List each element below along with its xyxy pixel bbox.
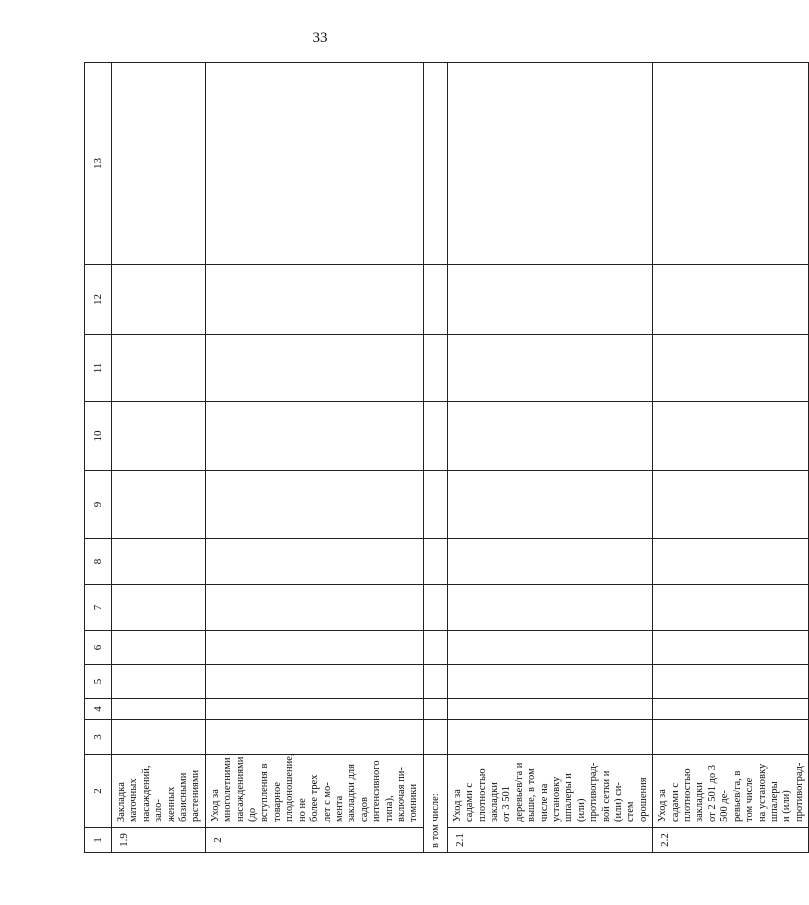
column-header: 12: [85, 265, 112, 335]
empty-cell: [112, 539, 206, 585]
table-row: [447, 63, 653, 853]
empty-cell: [423, 585, 447, 631]
empty-cell: [423, 631, 447, 665]
empty-cell: [205, 699, 423, 720]
column-header: 6: [85, 631, 112, 665]
desc-line: плодоношение, но не: [284, 753, 308, 822]
column-header: 8: [85, 539, 112, 585]
column-header: 2: [85, 755, 112, 828]
page-number: 33: [312, 30, 328, 46]
desc-line: Закладка маточных: [116, 778, 140, 822]
desc-line: насаждений, зало-: [140, 765, 165, 822]
empty-cell: [423, 699, 447, 720]
empty-cell: [423, 665, 447, 699]
desc-line: женных базисными: [165, 772, 190, 822]
empty-cell: [423, 265, 447, 335]
empty-cell: [447, 402, 653, 471]
row-description: [112, 755, 206, 828]
desc-line: от 2 501 до 3 500 де-: [706, 764, 731, 822]
empty-cell: [205, 335, 423, 402]
empty-cell: [112, 471, 206, 539]
desc-line: плотностью закладки: [682, 768, 706, 822]
empty-cell: [447, 335, 653, 402]
empty-cell: [653, 265, 809, 335]
empty-cell: [205, 720, 423, 755]
desc-line: садов интенсивного: [358, 760, 383, 822]
desc-line: Уход за садами с: [451, 782, 476, 822]
empty-cell: [653, 335, 809, 402]
desc-line: вой сетки и (или) си-: [600, 770, 625, 822]
rotated-table-container: [84, 63, 805, 853]
data-table: [84, 62, 809, 853]
column-header: 3: [85, 720, 112, 755]
empty-cell: [447, 699, 653, 720]
desc-line: на установку шпалеры: [756, 763, 780, 822]
row-description: [653, 755, 809, 828]
column-header: 5: [85, 665, 112, 699]
row-description: [447, 755, 653, 828]
empty-cell: [112, 631, 206, 665]
desc-line: томники: [408, 783, 420, 822]
column-header: 11: [85, 335, 112, 402]
desc-line: насаждениями (до: [234, 756, 259, 822]
column-header: 7: [85, 585, 112, 631]
desc-line: плотностью закладки: [476, 768, 500, 822]
desc-line: мента закладки для: [333, 764, 358, 822]
empty-cell: [653, 539, 809, 585]
table-row: [112, 63, 206, 853]
column-header: 1: [85, 828, 112, 853]
desc-line: вступления в товарное: [259, 763, 283, 822]
column-header: 9: [85, 471, 112, 539]
desc-line: выше, в том числе на: [526, 768, 550, 822]
empty-cell: [112, 585, 206, 631]
empty-cell: [205, 471, 423, 539]
empty-cell: [205, 265, 423, 335]
empty-cell: [653, 699, 809, 720]
empty-cell: [205, 402, 423, 471]
empty-cell: [112, 63, 206, 265]
desc-line: (или) противоград-: [575, 762, 600, 822]
row-code: 2: [205, 828, 423, 853]
empty-cell: [447, 631, 653, 665]
empty-cell: [447, 539, 653, 585]
row-code: 2.2: [653, 828, 809, 853]
empty-cell: [447, 265, 653, 335]
empty-cell: [423, 335, 447, 402]
empty-cell: [112, 720, 206, 755]
empty-cell: [205, 63, 423, 265]
empty-cell: [653, 665, 809, 699]
empty-cell: [653, 402, 809, 471]
desc-line: от 3 501 деревьев/га и: [501, 762, 525, 822]
empty-cell: [653, 720, 809, 755]
desc-line: ревьев/га, в том числе: [731, 770, 756, 822]
desc-line: установку шпалеры и: [551, 773, 575, 822]
row-code: 2.1: [447, 828, 653, 853]
empty-cell: [112, 699, 206, 720]
row-description: [205, 755, 423, 828]
empty-cell: [205, 631, 423, 665]
table-header-row: [85, 63, 112, 853]
table-row: [653, 63, 809, 853]
empty-cell: [112, 402, 206, 471]
column-header: 13: [85, 63, 112, 265]
empty-cell: [447, 665, 653, 699]
desc-line: Уход за садами с: [657, 782, 681, 822]
empty-cell: [112, 665, 206, 699]
column-header: 4: [85, 699, 112, 720]
desc-line: растениями: [190, 769, 202, 822]
empty-cell: [447, 471, 653, 539]
subheader-label: в том числе:: [423, 755, 447, 853]
column-header: 10: [85, 402, 112, 471]
empty-cell: [423, 402, 447, 471]
empty-cell: [423, 63, 447, 265]
empty-cell: [447, 63, 653, 265]
empty-cell: [653, 631, 809, 665]
empty-cell: [112, 335, 206, 402]
empty-cell: [205, 665, 423, 699]
empty-cell: [423, 539, 447, 585]
desc-line: типа), включая пи-: [383, 767, 407, 822]
empty-cell: [112, 265, 206, 335]
empty-cell: [447, 720, 653, 755]
empty-cell: [205, 585, 423, 631]
empty-cell: [423, 471, 447, 539]
empty-cell: [205, 539, 423, 585]
desc-line: Уход за многолетними: [209, 757, 234, 822]
desc-line: более трех лет с мо-: [309, 774, 333, 822]
desc-line: и (или) противоград-: [781, 762, 805, 822]
empty-cell: [653, 471, 809, 539]
empty-cell: [423, 720, 447, 755]
table-subheader-row: [423, 63, 447, 853]
desc-line: стем орошения: [625, 777, 649, 822]
empty-cell: [653, 63, 809, 265]
table-row: [205, 63, 423, 853]
empty-cell: [447, 585, 653, 631]
empty-cell: [653, 585, 809, 631]
row-code: 1.9: [112, 828, 206, 853]
